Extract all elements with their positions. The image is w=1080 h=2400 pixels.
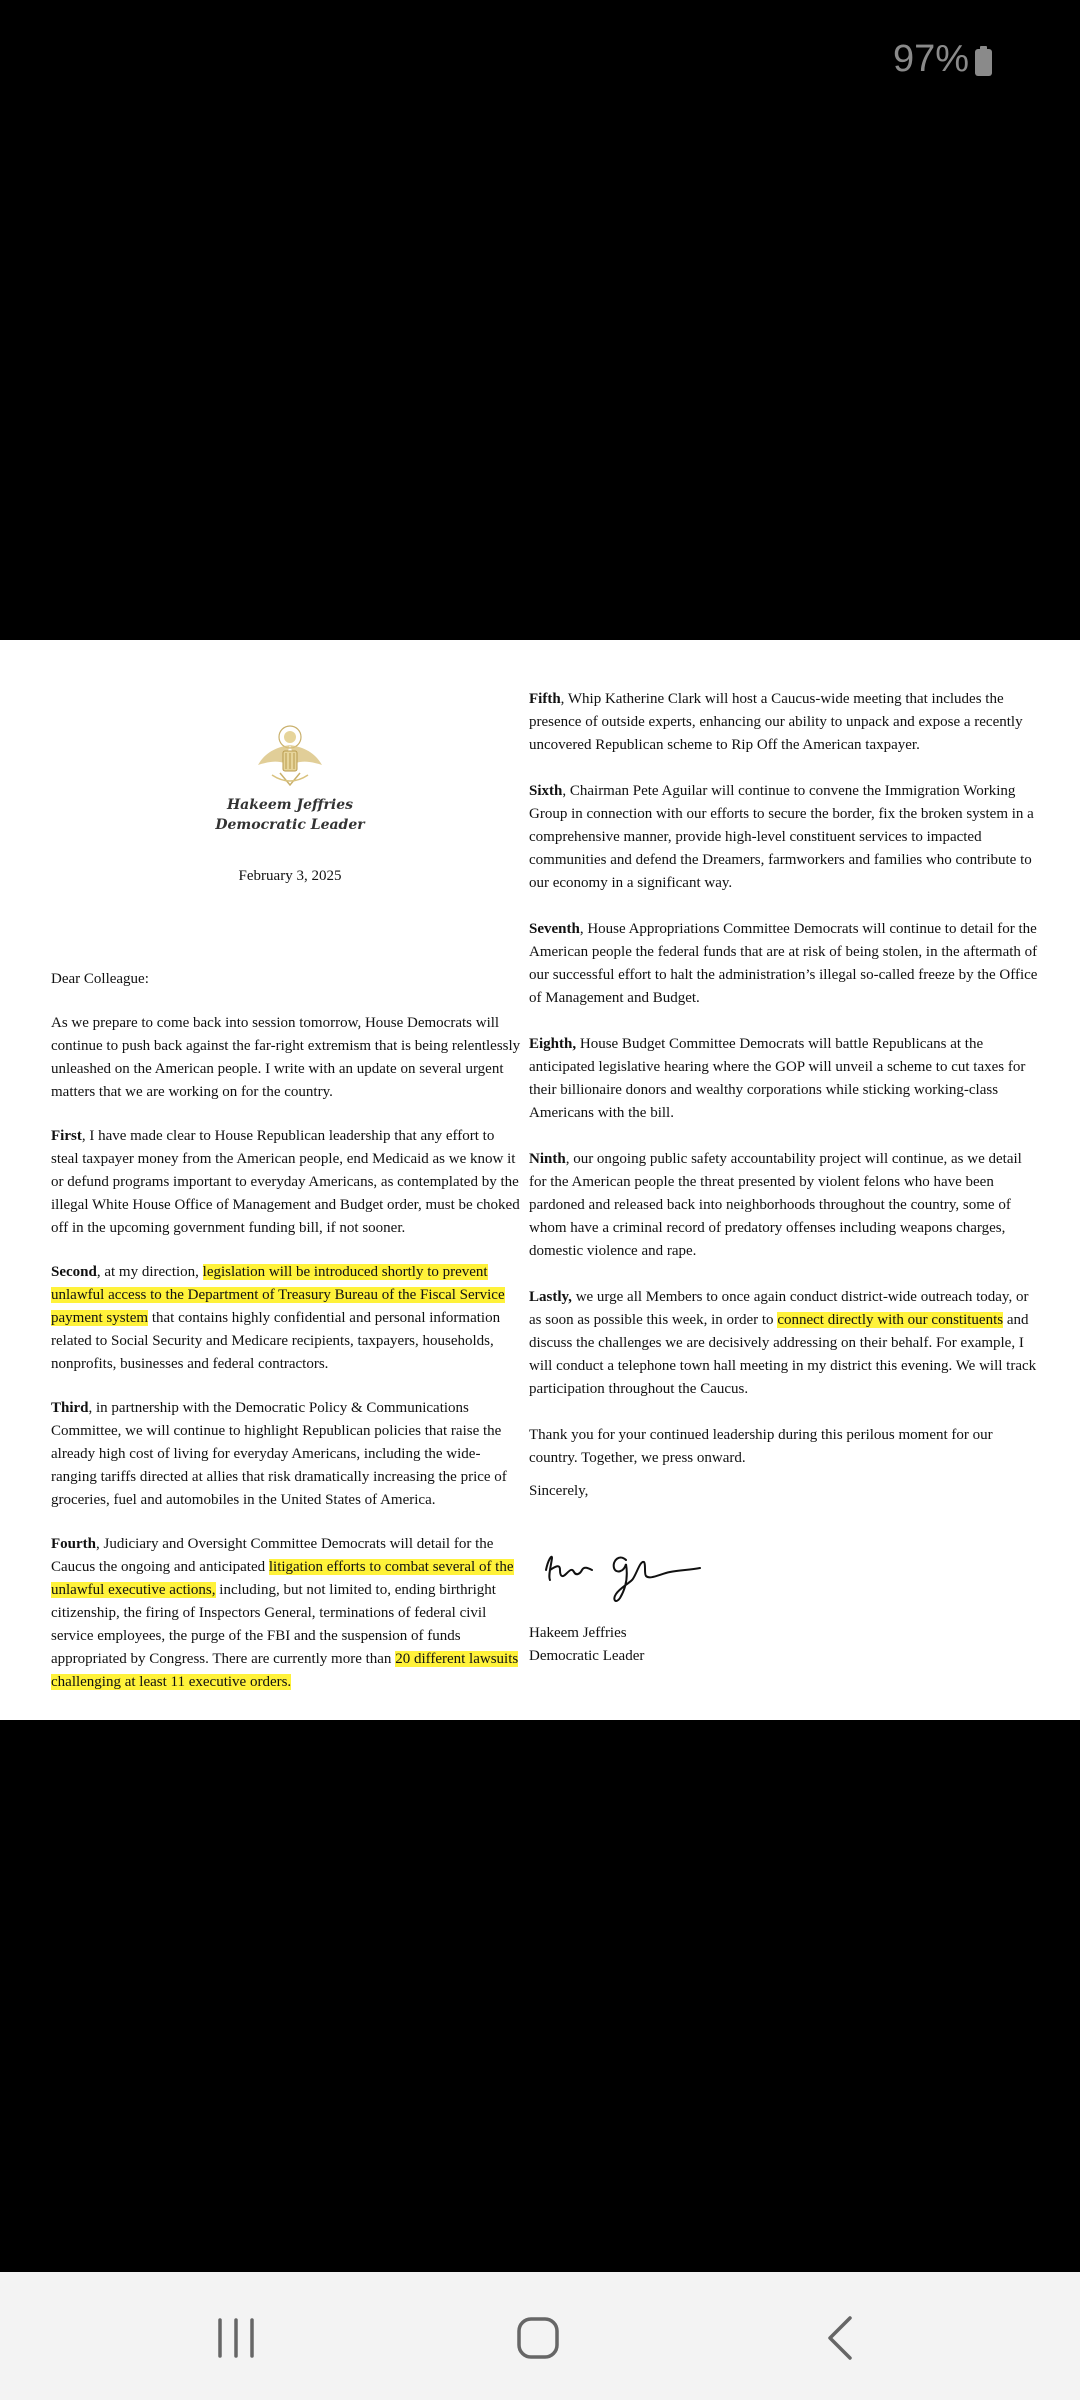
back-button[interactable]: [812, 2308, 872, 2368]
signature-name: Hakeem Jeffries: [529, 1625, 627, 1641]
fifth-paragraph: Fifth, Whip Katherine Clark will host a Caucus-wide meeting that includes the presence of outside experts, enhancing our ability to unpack and expose a recently uncovered Republican scheme to Rip Off the American taxpayer.: [529, 691, 1023, 753]
closing-paragraph: Thank you for your continued leadership during this perilous moment for our country. Together, we press onward.: [529, 1427, 993, 1466]
highlight: 20 different lawsuits challenging at least 11 executive orders.: [51, 1651, 519, 1690]
lastly-paragraph: Lastly, we urge all Members to once again conduct district-wide outreach today, or as soon as possible this week, in order to connect directly with our constituents and discuss the challenges we are decisively addressing on their behalf. For example, I will conduct a telephone town hall meeting in my district this evening. We will track participation throughout the Caucus.: [529, 1289, 1037, 1397]
sixth-paragraph: Sixth, Chairman Pete Aguilar will continue to convene the Immigration Working Group in connection with our efforts to secure the border, fix the broken system in a comprehensive manner, provide high-level constituent services to impacted communities and defend the Dreamers, farmworkers and families who contribute to our economy in a significant way.: [529, 783, 1034, 891]
battery-icon: [975, 46, 992, 76]
letterhead-name: Hakeem Jeffries: [226, 797, 354, 813]
seventh-paragraph: Seventh, House Appropriations Committee Democrats will continue to detail for the American people the federal funds that are at risk of being stolen, in the aftermath of our successful effort to halt the administration’s illegal so-called freeze by the Office of Management and Budget.: [529, 921, 1038, 1006]
sincerely: Sincerely,: [529, 1483, 589, 1499]
letter-date: February 3, 2025: [238, 868, 342, 884]
back-icon: [812, 2308, 872, 2368]
eighth-paragraph: Eighth, House Budget Committee Democrats will battle Republicans at the anticipated legislative hearing where the GOP will unveil a scheme to cut taxes for their billionaire donors and wealthy corporations while sticking working-class Americans with the bill.: [529, 1036, 1026, 1121]
navigation-bar: [0, 2272, 1080, 2400]
battery-percent: 97%: [892, 38, 969, 80]
highlight: legislation will be introduced shortly to prevent unlawful access to the Department of Treasury Bureau of the Fiscal Service payment system: [51, 1264, 505, 1326]
letterhead: [210, 715, 370, 835]
second-paragraph: Second, at my direction, legislation will be introduced shortly to prevent unlawful access to the Department of Treasury Bureau of the Fiscal Service payment system that contains highly confidential and personal information related to Social Security and Medicare recipients, taxpayers, households, nonprofits, businesses and federal contractors.: [51, 1264, 505, 1372]
eagle-seal-icon: [250, 715, 330, 795]
home-button[interactable]: [508, 2308, 568, 2368]
letter-left-column: [51, 968, 521, 1694]
third-paragraph: Third, in partnership with the Democratic Policy & Communications Committee, we will continue to highlight Republican policies that raise the already high cost of living for everyday Americans, including the wide-ranging tariffs directed at allies that risk dramatically increasing the price of groceries, fuel and automobiles in the United States of America.: [51, 1400, 507, 1508]
letter-right-column: [529, 688, 1039, 1503]
battery-indicator: [893, 38, 992, 81]
ninth-paragraph: Ninth, our ongoing public safety accountability project will continue, as we detail for the American people the threat presented by violent felons who have been pardoned and released back into neighborhoods throughout the country, some of whom have a criminal record of predatory offenses including weapons charges, domestic violence and rape.: [529, 1151, 1022, 1259]
signature-title: Democratic Leader: [529, 1648, 645, 1664]
highlight: litigation efforts to combat several of the unlawful executive actions,: [51, 1559, 514, 1598]
signature-block: [529, 1622, 644, 1668]
status-bar: [0, 0, 1080, 120]
intro-paragraph: As we prepare to come back into session tomorrow, House Democrats will continue to push back against the far-right extremism that is being relentlessly unleashed on the American people. I write with an update on several urgent matters that we are working on for the country.: [51, 1015, 521, 1100]
salutation: Dear Colleague:: [51, 971, 149, 987]
home-icon: [508, 2308, 568, 2368]
recents-icon: [206, 2308, 266, 2368]
highlight: connect directly with our constituents: [777, 1312, 1004, 1328]
fourth-paragraph: Fourth, Judiciary and Oversight Committee Democrats will detail for the Caucus the ongoing and anticipated litigation efforts to combat several of the unlawful executive actions, including, but not limited to, ending birthright citizenship, the firing of Inspectors General, terminations of federal civil service employees, the purge of the FBI and the suspension of funds appropriated by Congress. There are currently more than 20 different lawsuits challenging at least 11 executive orders.: [51, 1536, 519, 1690]
first-paragraph: First, I have made clear to House Republican leadership that any effort to steal taxpayer money from the American people, end Medicaid as we know it or defund programs important to everyday Americans, as contemplated by the illegal White House Office of Management and Budget order, must be choked off in the upcoming government funding bill, if not sooner.: [51, 1128, 520, 1236]
letter-image: [0, 640, 1080, 1720]
letterhead-title: Democratic Leader: [215, 817, 365, 833]
handwritten-signature: [540, 1540, 710, 1610]
recents-button[interactable]: [206, 2308, 266, 2368]
